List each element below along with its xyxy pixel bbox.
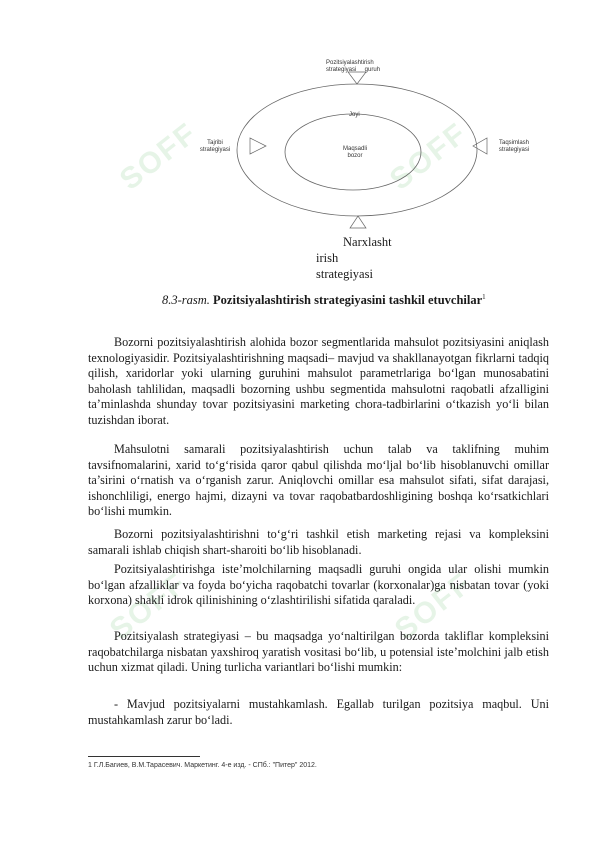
diagram-right-label: Taqsimlash strategiyasi: [498, 140, 530, 153]
watermark: SOFF: [103, 566, 194, 647]
paragraph: Bozorni pozitsiyalashtirishni to‘g‘ri tashkil etish marketing rejasi va kompleksini samarali ishlab chiqish shart-sharoiti bo‘lib hisoblanadi.: [88, 527, 549, 557]
paragraph: Pozitsiyalashtirishga iste’molchilarning maqsadli guruhi ongida ular olishi mumkin bo‘lgan afzalliklar va foyda bo‘yicha raqobatchi tovarlar (korxonalar)ga nisbatan tovar (yoki korxona) shakli idrok qilinishining o‘zlashtirilishi sifatida qaraladi.: [88, 562, 549, 608]
diagram-outer-ring-label: Joyi: [349, 112, 360, 118]
footnote: 1 Г.Л.Багиев, В.М.Тарасевич. Маркетинг. 4-е изд. - СПб.: "Питер" 2012.: [88, 762, 317, 769]
diagram-bottom-label: Narxlasht irish strategiyasi: [316, 235, 392, 281]
paragraph: Pozitsiyalash strategiyasi – bu maqsadga yo‘naltirilgan bozorda takliflar kompleksini raqobatchilarga nisbatan yaxshiroq yaratish vositasi bo‘lib, u potensial iste’molchini jalb etish uchun xizmat qiladi. Uning turlicha variantlari bo‘lishi mumkin:: [88, 629, 549, 675]
paragraph: Bozorni pozitsiyalashtirish alohida bozor segmentlarida mahsulot pozitsiyasini aniqlash texnologiyasidir. Pozitsiyalashtirishning maqsadi– mavjud va shakllanayotgan fikrlarni tadqiq qilish, xaridorlar yoki ularning guruhini mahsulot parametrlariga bo‘lgan munosabatini baholash tahlilidan, maqsadli bozorning ushbu segmentida mahsulotni raqobatli afzalligini ta’minlashda shunday tovar pozitsiyasini marketing chora-tadbirlarini o‘tkazish yo‘li bilan tuzishdan iborat.: [88, 335, 549, 427]
watermark: SOFF: [113, 116, 204, 197]
bottom-arrow: [350, 216, 366, 228]
right-arrow: [473, 138, 487, 154]
watermark: SOFF: [383, 116, 474, 197]
caption-footnote-mark: 1: [482, 293, 486, 301]
left-arrow: [250, 138, 266, 154]
footnote-divider: [88, 756, 200, 757]
caption-title: Pozitsiyalashtirish strategiyasini tashkil etuvchilar: [213, 293, 483, 308]
figure-caption: [162, 293, 562, 308]
paragraph: Mahsulotni samarali pozitsiyalashtirish uchun talab va taklifning muhim tavsifnomalarini, xarid to‘g‘risida qaror qabul qilishda mo‘ljal bo‘lib hisoblanuvchi omillar ta’sirini o‘rnatish va o‘rganish zarur. Aniqlovchi omillar esa mahsulot sifati, sifat darajasi, ishonchliligi, energo hajmi, dizayni va tovar raqobatbardoshligining boshqa ko‘rsatkichlari bo‘lishi mumkin.: [88, 442, 549, 519]
paragraph: - Mavjud pozitsiyalarni mustahkamlash. Egallab turilgan pozitsiya maqbul. Uni mustahkamlash zarur bo‘ladi.: [88, 697, 549, 727]
watermark: SOFF: [388, 566, 479, 647]
diagram-top-label: Pozitsiyalashtirish strategiyasi guruh: [326, 60, 381, 73]
diagram-left-label: Tajribi strategiyasi: [199, 140, 231, 153]
caption-number: 8.3-rasm.: [162, 293, 210, 308]
diagram-center-label: Maqsadli bozor: [342, 146, 367, 159]
